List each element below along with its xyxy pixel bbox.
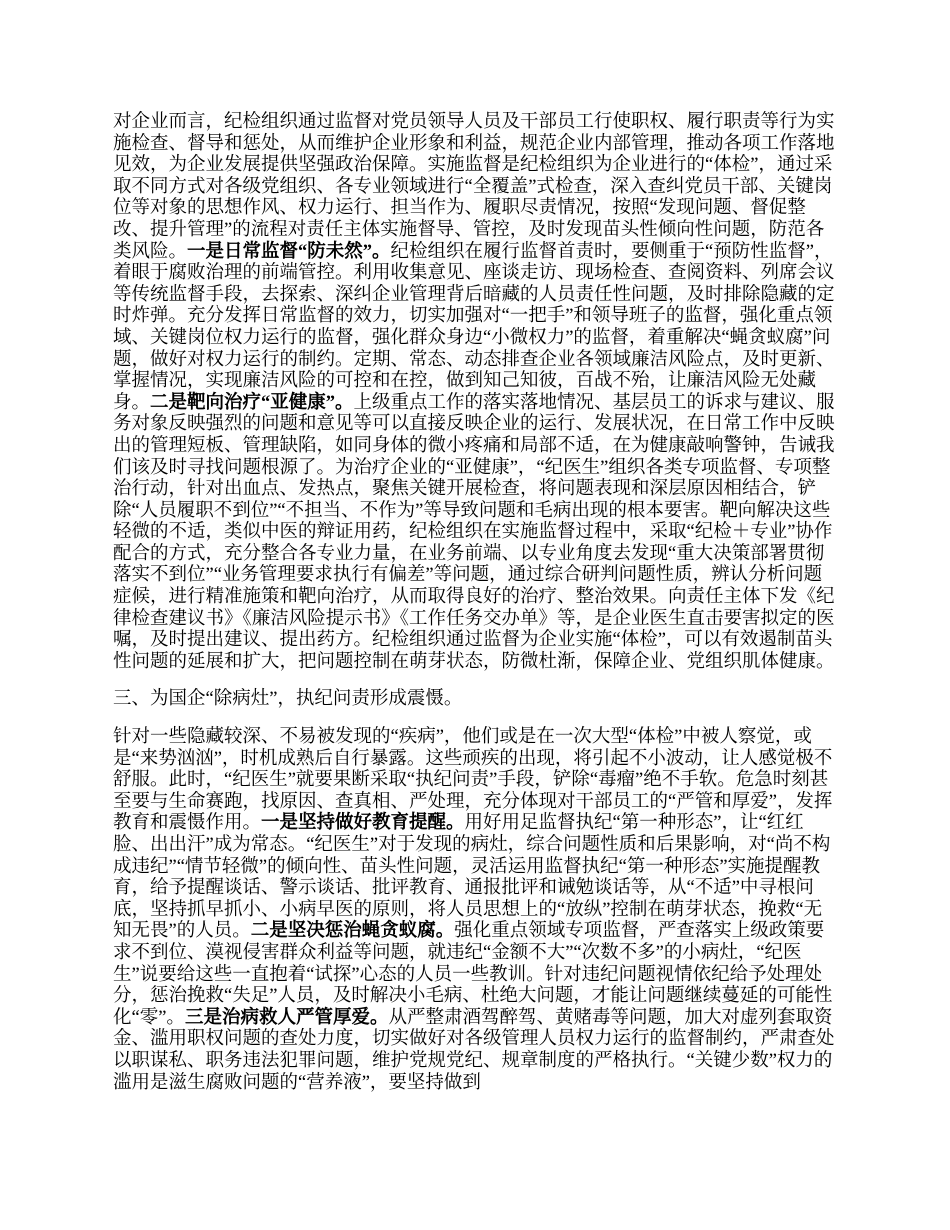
section-heading [113,689,837,711]
paragraph-body-1 [113,112,837,673]
paragraph-body-2 [113,727,837,1094]
text-run: 从严整肃酒驾醉驾、黄赌毒等问题，加大对虚列套取资金、滥用职权问题的查处力度，切实做好对各级管理人员权力运行的监督制约，严肃查处以职谋私、职务违法犯罪问题，维护党规党纪、规章制度的严格执行。“关键少数”权力的滥用是滋生腐败问题的“营养液”，要坚持做到 [113,1007,835,1093]
heading-text-run: 三、为国企“除病灶”，执纪问责形成震慑。 [113,689,463,710]
text-run: 纪检组织在履行监督首责时，要侧重于“预防性监督”，着眼于腐败治理的前端管控。利用收集意见、座谈走访、现场检查、查阅资料、列席会议等传统监督手段，去探索、深纠企业管理背后暗藏的人员责任性问题，及时排除隐藏的定时炸弹。充分发挥日常监督的效力，切实加强对“一把手”和领导班子的监督，强化重点领域、关键岗位权力运行的监督，强化群众身边“小微权力”的监督，着重解决“蝇贪蚁腐”问题，做好对权力运行的制约。定期、常态、动态排查企业各领域廉洁风险点，及时更新、掌握情况，实现廉洁风险的可控和在控，做到知己知彼，百战不殆，让廉洁风险无处藏身。 [113,241,835,413]
bold-text-run: 二是坚决惩治蝇贪蚁腐。 [250,921,455,942]
text-run: 针对一些隐藏较深、不易被发现的“疾病”，他们或是在一次大型“体检”中被人察觉，或是“来势汹汹”，时机成熟后自行暴露。这些顽疾的出现，将引起不小波动，让人感觉极不舒服。此时，“纪医生”就要果断采取“执纪问责”手段，铲除“毒瘤”绝不手软。危急时刻甚至要与生命赛跑，找原因、查真相、严处理，充分体现对干部员工的“严管和厚爱”，发挥教育和震慑作用。 [113,727,833,834]
bold-text-run: 一是日常监督“防未然”。 [187,241,391,262]
bold-text-run: 三是治病救人严管厚爱。 [184,1007,389,1028]
text-run: 对企业而言，纪检组织通过监督对党员领导人员及干部员工行使职权、履行职责等行为实施检查、督导和惩处，从而维护企业形象和利益，规范企业内部管理，推动各项工作落地见效，为企业发展提供坚强政治保障。实施监督是纪检组织为企业进行的“体检”，通过采取不同方式对各级党组织、各专业领域进行“全覆盖”式检查，深入查纠党员干部、关键岗位等对象的思想作风、权力运行、担当作为、履职尽责情况，按照“发现问题、督促整改、提升管理”的流程对责任主体实施督导、管控，及时发现苗头性倾向性问题，防范各类风险。 [113,112,835,262]
bold-text-run: 二是靶向治疗“亚健康”。 [150,392,354,413]
bold-text-run: 一是坚持做好教育提醒。 [261,813,465,834]
text-run: 强化重点领域专项监督，严查落实上级政策要求不到位、漠视侵害群众利益等问题，就违纪“金额不大”“次数不多”的小病灶，“纪医生”说要给这些一直抱着“试探”心态的人员一些教训。针对违纪问题视情依纪给予处理处分，惩治挽救“失足”人员，及时解决小毛病、杜绝大问题，才能让问题继续蔓延的可能性化“零”。 [113,921,833,1028]
text-run: 上级重点工作的落实落地情况、基层员工的诉求与建议、服务对象反映强烈的问题和意见等可以直接反映企业的运行、发展状况，在日常工作中反映出的管理短板、管理缺陷，如同身体的微小疼痛和局部不适，在为健康敲响警钟，告诫我们该及时寻找问题根源了。为治疗企业的“亚健康”，“纪医生”组织各类专项监督、专项整治行动，针对出血点、发热点，聚焦关键开展检查，将问题表现和深层原因相结合，铲除“人员履职不到位”“不担当、不作为”等导致问题和毛病出现的根本要害。靶向解决这些轻微的不适，类似中医的辩证用药，纪检组织在实施监督过程中，采取“纪检＋专业”协作配合的方式，充分整合各专业力量，在业务前端、以专业角度去发现“重大决策部署贯彻落实不到位”“业务管理要求执行有偏差”等问题，通过综合研判问题性质，辨认分析问题症候，进行精准施策和靶向治疗，从而取得良好的治疗、整治效果。向责任主体下发《纪律检查建议书》《廉洁风险提示书》《工作任务交办单》等，是企业医生直击要害拟定的医嘱，及时提出建议、提出药方。纪检组织通过监督为企业实施“体检”，可以有效遏制苗头性问题的延展和扩大，把问题控制在萌芽状态，防微杜渐，保障企业、党组织肌体健康。 [113,392,835,672]
text-run: 用好用足监督执纪“第一种形态”，让“红红脸、出出汗”成为常态。“纪医生”对于发现的病灶，综合问题性质和后果影响，对“尚不构成违纪”“情节轻微”的倾向性、苗头性问题，灵活运用监督执纪“第一种形态”实施提醒教育，给予提醒谈话、警示谈话、批评教育、通报批评和诫勉谈话等，从“不适”中寻根问底，坚持抓早抓小、小病早医的原则，将人员思想上的“放纵”控制在萌芽状态，挽救“无知无畏”的人员。 [113,813,831,942]
